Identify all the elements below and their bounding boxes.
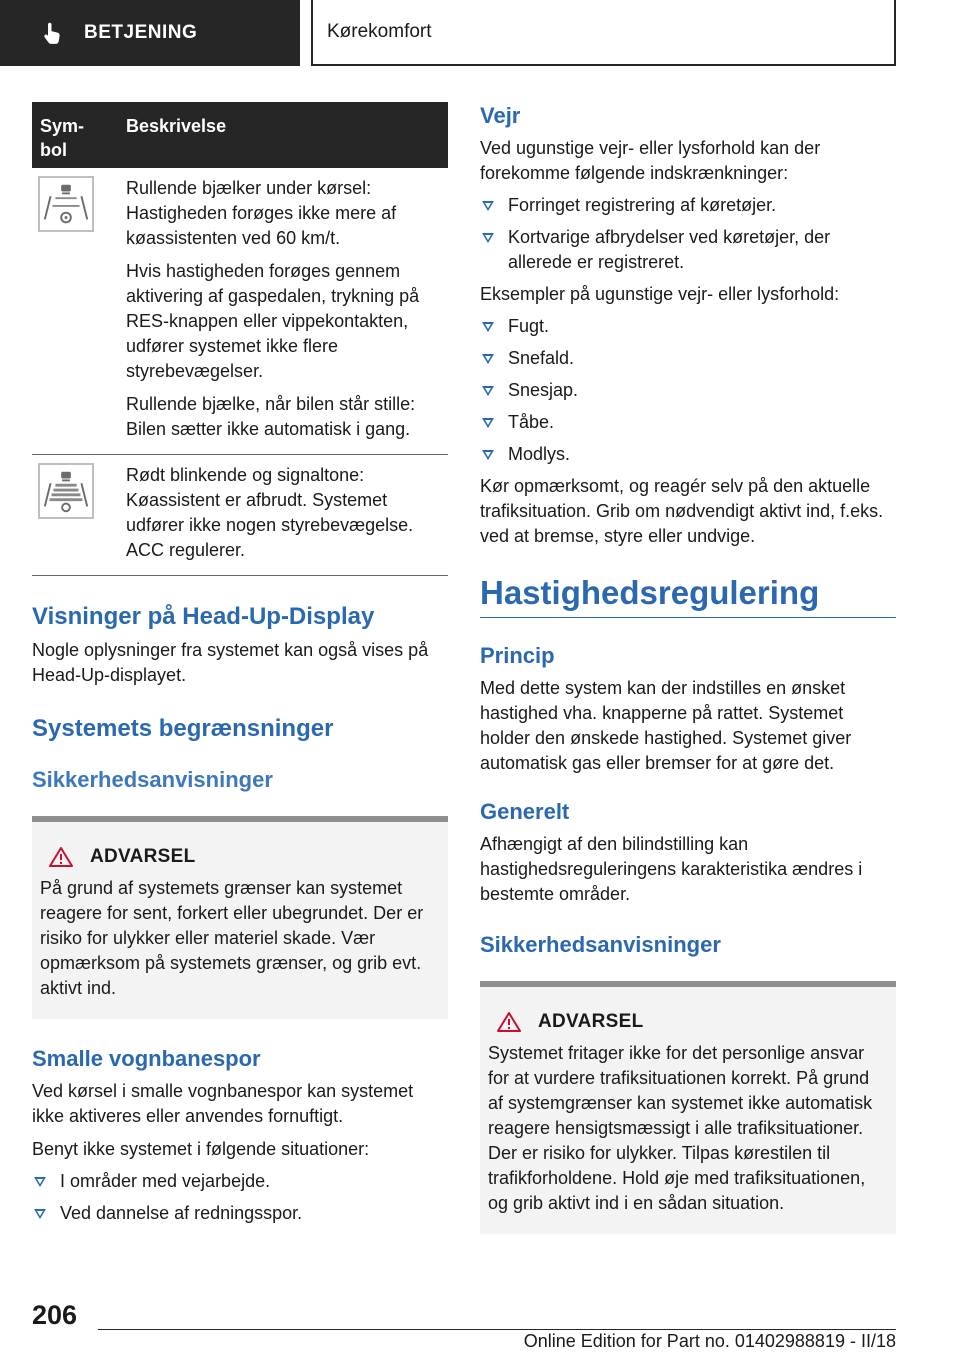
narrow-lanes-list xyxy=(32,1169,448,1226)
weather-text: Ved ugunstige vejr- eller lysforhold kan der forekomme følgende indskrænkninger: xyxy=(480,138,821,183)
warning-triangle-icon xyxy=(48,846,74,868)
warning-triangle-icon xyxy=(496,1011,522,1033)
edition-text: Online Edition for Part no. 01402988819 - II/18 xyxy=(523,1331,896,1351)
chapter-title: Kørekomfort xyxy=(311,0,896,66)
row1-text-1: Rullende bjælker under kørsel: Hastigheden forøges ikke mere af køassistenten ved 60 km/t. xyxy=(126,178,397,248)
bullet-triangle-icon xyxy=(482,233,494,243)
acc-rolling-bars-icon xyxy=(38,176,94,232)
bullet-triangle-icon xyxy=(482,201,494,211)
warning-box xyxy=(32,816,448,1019)
page-number: 206 xyxy=(32,1300,78,1330)
header-symbol: Sym- bol xyxy=(40,116,85,160)
bullet-triangle-icon xyxy=(482,450,494,460)
bullet-triangle-icon xyxy=(482,322,494,332)
warning-box-right xyxy=(480,981,896,1234)
weather-list xyxy=(480,193,896,275)
section-title: BETJENING xyxy=(84,22,198,43)
section-tab xyxy=(0,0,300,66)
principle-heading: Princip xyxy=(480,643,555,668)
row1-text-3: Rullende bjælke, når bilen står stille: Bilen sætter ikke automatisk i gang. xyxy=(126,394,416,439)
header-description: Beskrivelse xyxy=(126,116,227,136)
list-item: Forringet registrering af køretøjer. xyxy=(480,193,896,218)
bullet-triangle-icon xyxy=(482,386,494,396)
principle-text: Med dette system kan der indstilles en ønsket hastighed vha. knapperne på rattet. Systemet holder den ønskede hastighed. Systemet giver automatisk gas eller bremser for at gøre det. xyxy=(480,678,852,773)
list-item: Kortvarige afbrydelser ved køretøjer, der allerede er registreret. xyxy=(480,225,896,275)
general-heading: Generelt xyxy=(480,799,570,824)
left-column xyxy=(32,102,448,1226)
row2-text-1: Rødt blinkende og signaltone: Køassistent er afbrudt. Systemet udfører ikke nogen styrebevægelse. ACC regulerer. xyxy=(126,465,414,560)
list-item: Modlys. xyxy=(480,442,896,467)
right-column xyxy=(480,102,896,1234)
examples-text: Eksempler på ugunstige vejr- eller lysforhold: xyxy=(480,284,840,304)
footer-rule xyxy=(98,1329,896,1330)
narrow-lanes-text-2: Benyt ikke systemet i følgende situationer: xyxy=(32,1139,370,1159)
table-header xyxy=(32,102,448,168)
row1-text-2: Hvis hastigheden forøges gennem aktivering af gaspedalen, trykning på RES-knappen eller vippekontakten, udfører systemet ikke flere styrebevægelser. xyxy=(126,261,420,381)
table-row xyxy=(32,455,448,576)
list-item: Ved dannelse af redningsspor. xyxy=(32,1201,448,1226)
bullet-triangle-icon xyxy=(34,1177,46,1187)
warning-text: På grund af systemets grænser kan systemet reagere for sent, forkert eller ubegrundet. Der er risiko for ulykker eller materiel skade. Vær opmærksom på systemets grænser, og grib evt. aktivt ind. xyxy=(40,878,424,998)
safety-heading-right: Sikkerhedsanvisninger xyxy=(480,932,721,957)
speed-control-heading: Hastighedsregulering xyxy=(480,573,896,618)
symbol-table xyxy=(32,102,448,576)
general-text: Afhængigt af den bilindstilling kan hastighedsreguleringens karakteristika ændres i bestemte områder. xyxy=(480,834,863,904)
narrow-lanes-text: Ved kørsel i smalle vognbanespor kan systemet ikke aktiveres eller anvendes fornuftigt. xyxy=(32,1081,414,1126)
list-item: I områder med vejarbejde. xyxy=(32,1169,448,1194)
list-item: Snefald. xyxy=(480,346,896,371)
warning-title: ADVARSEL xyxy=(90,846,196,867)
list-item: Tåbe. xyxy=(480,410,896,435)
weather-heading: Vejr xyxy=(480,103,521,128)
list-item: Fugt. xyxy=(480,314,896,339)
examples-list xyxy=(480,314,896,467)
list-item: Snesjap. xyxy=(480,378,896,403)
table-row xyxy=(32,168,448,455)
warning-text: Systemet fritager ikke for det personlige ansvar for at vurdere trafiksituationen korrekt. På grund af systemgrænser kan systemet ikke automatisk reagere hensigtsmæssigt i alle trafiksituationer. Der er risiko for ulykker. Tilpas kørestilen til trafikforholdene. Hold øje med trafiksituationen, og grib aktivt ind i en sådan situation. xyxy=(488,1043,873,1213)
warning-title: ADVARSEL xyxy=(538,1011,644,1032)
hud-text: Nogle oplysninger fra systemet kan også vises på Head-Up-displayet. xyxy=(32,640,429,685)
pointing-hand-icon xyxy=(40,20,66,46)
bullet-triangle-icon xyxy=(34,1209,46,1219)
bullet-triangle-icon xyxy=(482,418,494,428)
narrow-lanes-heading: Smalle vognbanespor xyxy=(32,1046,261,1071)
limits-heading: Systemets begrænsninger xyxy=(32,715,334,742)
hud-heading: Visninger på Head-Up-Display xyxy=(32,603,375,630)
attention-text: Kør opmærksomt, og reagér selv på den aktuelle trafiksituation. Grib om nødvendigt aktivt ind, f.eks. ved at bremse, styre eller undvige. xyxy=(480,476,884,546)
bullet-triangle-icon xyxy=(482,354,494,364)
safety-heading: Sikkerhedsanvisninger xyxy=(32,767,273,792)
acc-red-warning-icon xyxy=(38,463,94,519)
